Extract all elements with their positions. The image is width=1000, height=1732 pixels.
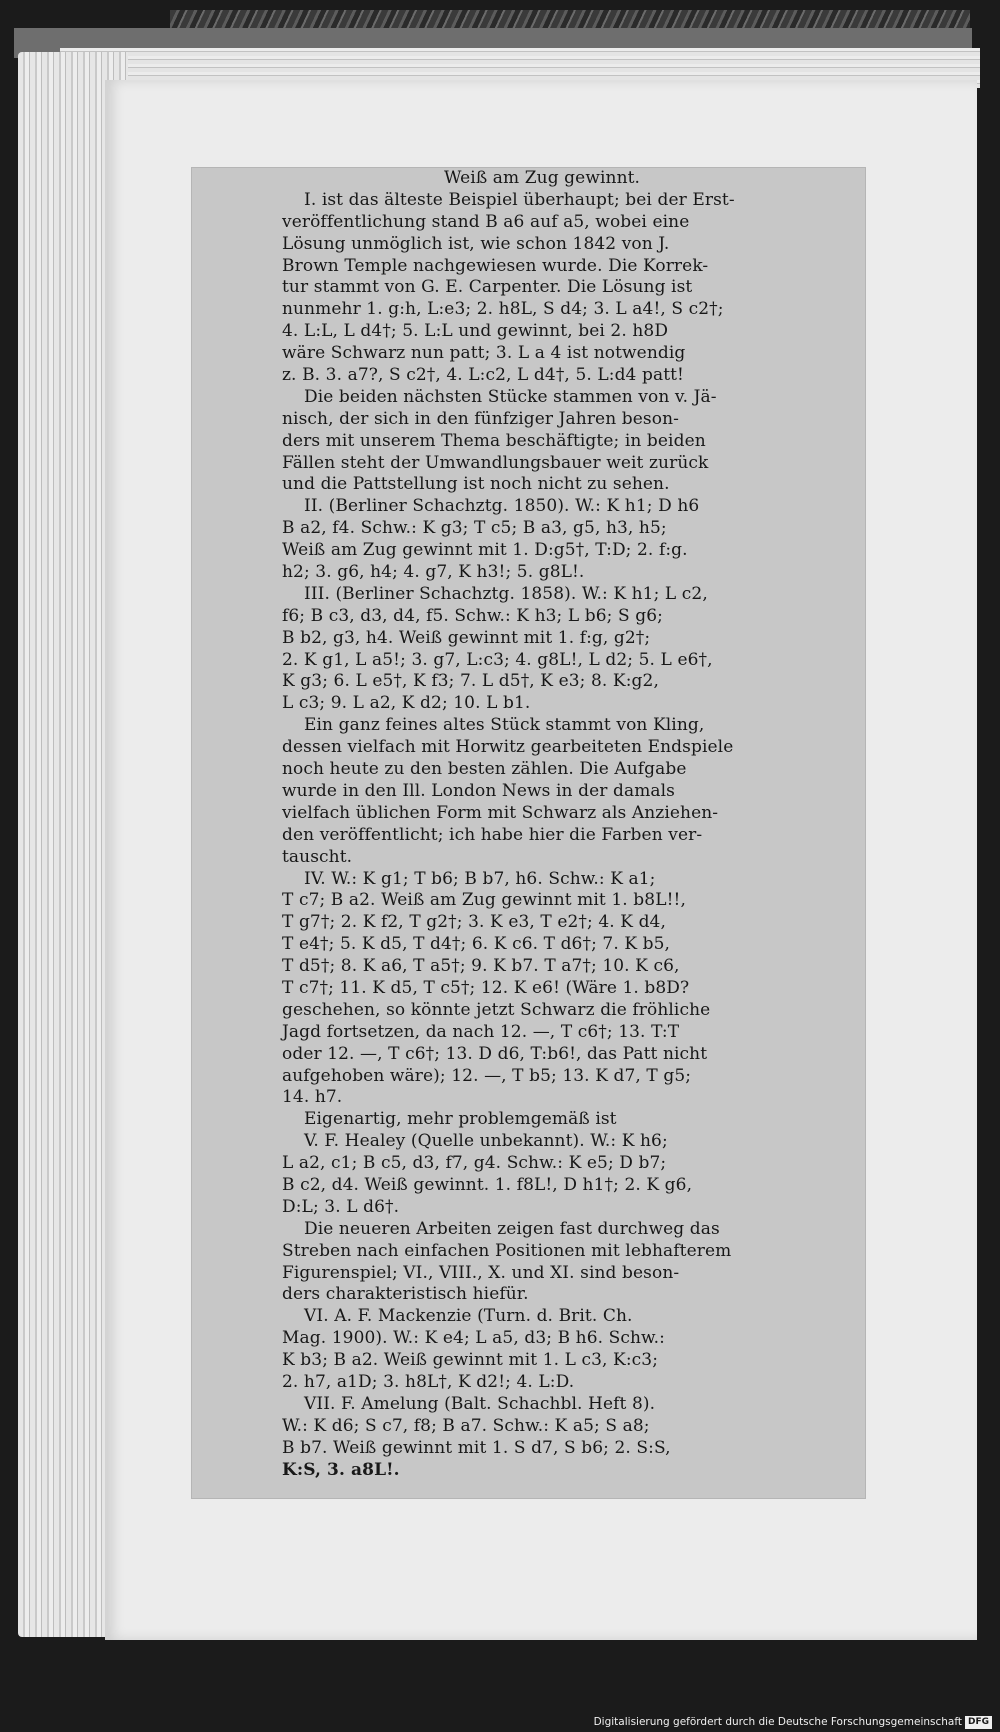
text-line: ders charakteristisch hiefür.	[282, 1284, 529, 1305]
text-line: L c3; 9. L a2, K d2; 10. L b1.	[282, 693, 531, 714]
text-line: Ein ganz feines altes Stück stammt von Kling,	[304, 715, 705, 736]
text-line: Mag. 1900). W.: K e4; L a5, d3; B h6. Schw.:	[282, 1328, 666, 1349]
text-line: Jagd fortsetzen, da nach 12. —, T c6†; 13. T:T	[282, 1021, 680, 1042]
text-line: nunmehr 1. g:h, L:e3; 2. h8L, S d4; 3. L a4!, S c2†;	[282, 299, 724, 320]
text-line: 4. L:L, L d4†; 5. L:L und gewinnt, bei 2. h8D	[282, 321, 669, 342]
clipping-text	[282, 168, 802, 1481]
text-line: Die beiden nächsten Stücke stammen von v. Jä-	[304, 386, 717, 407]
text-line: W.: K d6; S c7, f8; B a7. Schw.: K a5; S a8;	[282, 1415, 650, 1436]
text-line: f6; B c3, d3, d4, f5. Schw.: K h3; L b6; S g6;	[282, 605, 663, 626]
text-line: B c2, d4. Weiß gewinnt. 1. f8L!, D h1†; 2. K g6,	[282, 1174, 693, 1195]
text-line: K g3; 6. L e5†, K f3; 7. L d5†, K e3; 8. K:g2,	[282, 671, 659, 692]
text-line: VII. F. Amelung (Balt. Schachbl. Heft 8).	[304, 1393, 656, 1414]
text-line: K:S, 3. a8L!.	[282, 1459, 400, 1480]
text-line: I. ist das älteste Beispiel überhaupt; bei der Erst-	[304, 189, 735, 210]
text-line: II. (Berliner Schachztg. 1850). W.: K h1; D h6	[304, 496, 700, 517]
text-line: B a2, f4. Schw.: K g3; T c5; B a3, g5, h3, h5;	[282, 518, 667, 539]
text-line: B b7. Weiß gewinnt mit 1. S d7, S b6; 2. S:S,	[282, 1437, 671, 1458]
text-line: Fällen steht der Umwandlungsbauer weit zurück	[282, 452, 709, 473]
text-line: tauscht.	[282, 846, 353, 867]
text-line: 2. K g1, L a5!; 3. g7, L:c3; 4. g8L!, L d2; 5. L e6†,	[282, 649, 713, 670]
text-line: Figurenspiel; VI., VIII., X. und XI. sind beson-	[282, 1262, 680, 1283]
digitization-credit	[594, 1714, 992, 1730]
text-line: T d5†; 8. K a6, T a5†; 9. K b7. T a7†; 10. K c6,	[282, 956, 680, 977]
text-line: h2; 3. g6, h4; 4. g7, K h3!; 5. g8L!.	[282, 562, 585, 583]
text-line: ders mit unserem Thema beschäftigte; in beiden	[282, 430, 706, 451]
text-line: K b3; B a2. Weiß gewinnt mit 1. L c3, K:c3;	[282, 1350, 659, 1371]
text-line: T g7†; 2. K f2, T g2†; 3. K e3, T e2†; 4. K d4,	[282, 912, 666, 933]
text-line: 2. h7, a1D; 3. h8L†, K d2!; 4. L:D.	[282, 1371, 575, 1392]
dfg-logo: DFG	[965, 1716, 992, 1729]
text-line: und die Pattstellung ist noch nicht zu sehen.	[282, 474, 670, 495]
text-line: 14. h7.	[282, 1087, 343, 1108]
credit-text: Digitalisierung gefördert durch die Deutsche Forschungsgemeinschaft	[593, 1716, 962, 1728]
text-line: T c7†; 11. K d5, T c5†; 12. K e6! (Wäre 1. b8D?	[282, 977, 690, 998]
text-line: Lösung unmöglich ist, wie schon 1842 von J.	[282, 233, 670, 254]
text-line: z. B. 3. a7?, S c2†, 4. L:c2, L d4†, 5. L:d4 patt!	[282, 365, 684, 386]
text-line: Eigenartig, mehr problemgemäß ist	[304, 1109, 617, 1130]
text-line: T c7; B a2. Weiß am Zug gewinnt mit 1. b8L!!,	[282, 890, 686, 911]
text-line: L a2, c1; B c5, d3, f7, g4. Schw.: K e5; D b7;	[282, 1153, 667, 1174]
text-line: Weiß am Zug gewinnt mit 1. D:g5†, T:D; 2. f:g.	[282, 540, 688, 561]
text-line: vielfach üblichen Form mit Schwarz als Anziehen-	[282, 802, 719, 823]
text-line: den veröffentlicht; ich habe hier die Farben ver-	[282, 824, 703, 845]
text-line: B b2, g3, h4. Weiß gewinnt mit 1. f:g, g2†;	[282, 627, 651, 648]
text-line: veröffentlichung stand B a6 auf a5, wobei eine	[282, 211, 690, 232]
text-line: VI. A. F. Mackenzie (Turn. d. Brit. Ch.	[304, 1306, 633, 1327]
text-line: oder 12. —, T c6†; 13. D d6, T:b6!, das Patt nicht	[282, 1043, 708, 1064]
text-line: aufgehoben wäre); 12. —, T b5; 13. K d7, T g5;	[282, 1065, 692, 1086]
text-line: T e4†; 5. K d5, T d4†; 6. K c6. T d6†; 7. K b5,	[282, 934, 671, 955]
text-line: dessen vielfach mit Horwitz gearbeiteten Endspiele	[282, 737, 734, 758]
text-line: nisch, der sich in den fünfziger Jahren beson-	[282, 408, 679, 429]
text-line: geschehen, so könnte jetzt Schwarz die fröhliche	[282, 999, 711, 1020]
text-line: wäre Schwarz nun patt; 3. L a 4 ist notwendig	[282, 343, 686, 364]
text-line: noch heute zu den besten zählen. Die Aufgabe	[282, 759, 687, 780]
text-line: III. (Berliner Schachztg. 1858). W.: K h1; L c2,	[304, 583, 708, 604]
text-line: Streben nach einfachen Positionen mit lebhafterem	[282, 1240, 732, 1261]
text-line: V. F. Healey (Quelle unbekannt). W.: K h6;	[304, 1131, 668, 1152]
text-line: D:L; 3. L d6†.	[282, 1196, 400, 1217]
text-line: Brown Temple nachgewiesen wurde. Die Korrek-	[282, 255, 709, 276]
text-line: IV. W.: K g1; T b6; B b7, h6. Schw.: K a1;	[304, 868, 656, 889]
text-line: tur stammt von G. E. Carpenter. Die Lösung ist	[282, 277, 693, 298]
text-line: wurde in den Ill. London News in der damals	[282, 780, 676, 801]
text-line: Die neueren Arbeiten zeigen fast durchweg das	[304, 1218, 720, 1239]
heading-line: Weiß am Zug gewinnt.	[443, 168, 641, 188]
